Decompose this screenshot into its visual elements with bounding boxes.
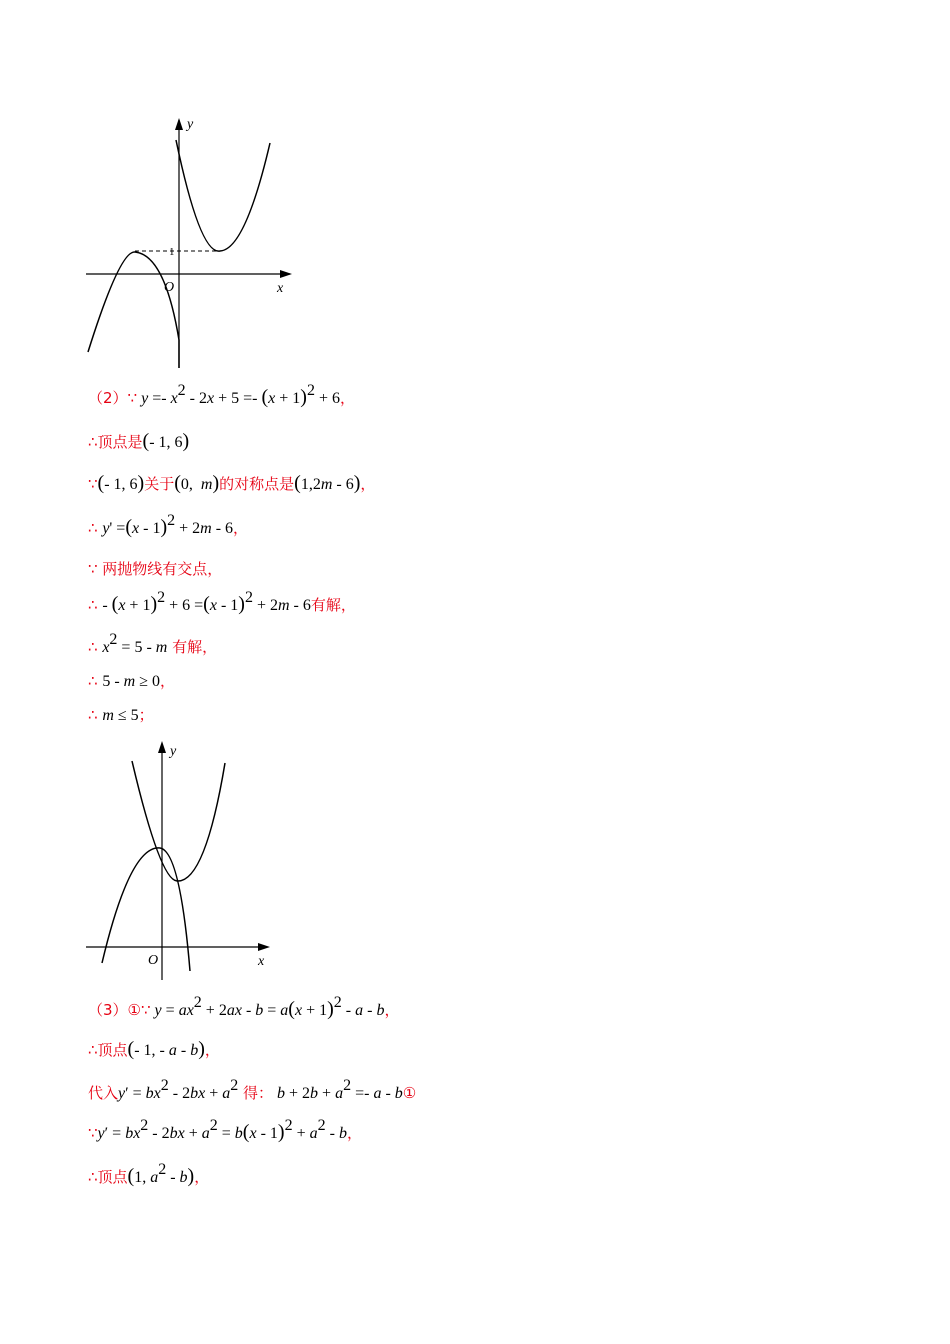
fig1-x-label: x: [277, 281, 284, 296]
parabola-upward: [132, 761, 225, 881]
fig2-y-label: y: [170, 744, 177, 759]
solution-line: ∴ y' =(x - 1)$^2$ + 2m - 6，: [88, 512, 249, 538]
solution-line: ∴顶点(- 1, - a - b)，: [88, 1038, 220, 1060]
solution-line: ∵ 两抛物线有交点，: [88, 560, 223, 578]
parabola-downward: [88, 252, 179, 368]
solution-line: （2）∵ $y =- x^2 - 2x + 5 =- (x + 1)^2 + 6$，: [88, 382, 356, 408]
fig1-y-label: y: [187, 117, 194, 132]
fig2-origin-label: O: [148, 953, 159, 968]
figure-two-parabolas-2: [80, 735, 280, 985]
solution-line: ∴ m ≤ 5；: [88, 706, 154, 724]
fig1-tick-label: 1: [169, 246, 175, 258]
solution-line: （3）①∵ $y = ax^2 + 2ax - b = a(x + 1)^2 - a - b$，: [88, 994, 400, 1020]
solution-line: ∵y′ = $bx^2 - 2bx + a^2 = b(x - 1)^2 + a^2 - b$，: [88, 1117, 362, 1143]
solution-line: ∴ $x^2 = 5 - m$ 有解，: [88, 631, 218, 656]
fig2-x-label: x: [258, 954, 265, 969]
figure-two-parabolas-1: [80, 110, 310, 375]
parabola-downward: [102, 848, 190, 971]
parabola-upward: [176, 140, 270, 251]
solution-line: ∴ - $(x + 1)^2 + 6 =(x - 1)^2 + 2m - 6$有解，: [88, 589, 356, 615]
solution-line: ∴ 5 - m ≥ 0，: [88, 672, 175, 690]
solution-line: 代入$y' = bx^2 - 2bx + a^2$ 得： $b + 2b + a^2 =- a$ - b①: [88, 1077, 417, 1102]
fig1-origin-label: O: [164, 280, 175, 295]
solution-line: ∵(- 1, 6)关于(0, m)的对称点是(1,2m - 6)，: [88, 472, 376, 494]
x-axis: [86, 943, 270, 951]
solution-line: ∴顶点(1, $a^2 - b$)，: [88, 1161, 210, 1187]
solution-line: ∴顶点是(- 1, 6): [88, 430, 190, 452]
y-axis: [158, 741, 166, 980]
